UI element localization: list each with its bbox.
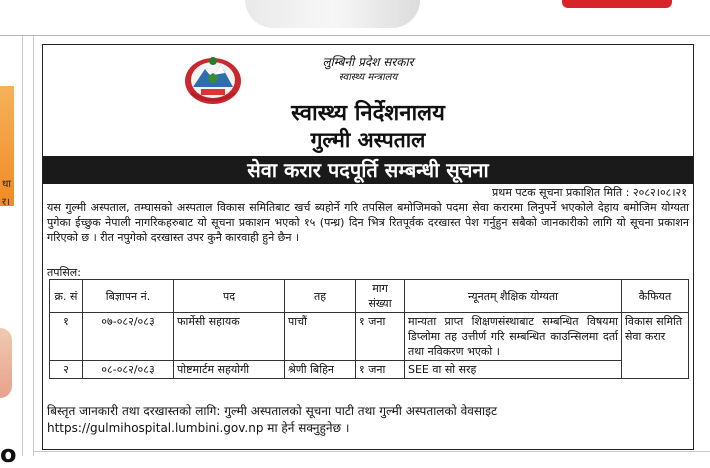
left-text-fragment: र। bbox=[2, 197, 10, 208]
table-header: बिज्ञापन नं. bbox=[83, 280, 174, 313]
hospital-heading: गुल्मी अस्पताल bbox=[310, 128, 426, 152]
table-header: माग संख्या bbox=[356, 280, 405, 313]
bottom-divider bbox=[34, 451, 710, 452]
table-cell: पाचौं bbox=[285, 313, 356, 361]
table-cell: ०७-०८२/०८३ bbox=[83, 313, 174, 361]
top-advert-strip bbox=[0, 0, 710, 33]
details-label: तपसिल: bbox=[47, 266, 81, 279]
table-header-row bbox=[50, 280, 689, 313]
table-header: तह bbox=[285, 280, 356, 313]
directorate-heading: स्वास्थ्य निर्देशनालय bbox=[291, 101, 445, 126]
table-cell: ०८-०८२/०८३ bbox=[83, 361, 174, 379]
notice-title: सेवा करार पदपूर्ति सम्बन्धी सूचना bbox=[43, 156, 693, 184]
table-cell: फार्मेसी सहायक bbox=[174, 313, 285, 361]
ministry-line: स्वास्थ्य मन्त्रालय bbox=[338, 72, 398, 83]
publish-date: प्रथम पटक सूचना प्रकाशित मिति : २०८२।०८।२१ bbox=[492, 186, 687, 199]
table-row bbox=[50, 313, 689, 361]
table-row bbox=[50, 361, 689, 379]
left-cropped-column bbox=[0, 36, 23, 468]
table-header: न्यूनतम् शैक्षिक योग्यता bbox=[405, 280, 622, 313]
table-cell: १ bbox=[50, 313, 83, 361]
table-cell: १ जना bbox=[356, 361, 405, 379]
left-photo bbox=[0, 328, 12, 398]
table-header: पद bbox=[174, 280, 285, 313]
notice-paragraph: यस गुल्मी अस्पताल, तम्घासको अस्पताल विकास समितिबाट खर्च ब्यहोर्ने गरि तपसिल बमोजिमको पदमा सेवा करारमा लिनुपर्ने भएकोले देहाय बमोजिम योग्यता पुगेका ईच्छुक नेपाली नागरिकहरुबाट यो सूचना प्रकाशन भएको १५ (पन्ध्र) दिन भित्र रितपूर्वक दरखास्त पेश गर्नुहुन सबैको जानकारीको लागि यो सूचना प्रकाशन गरिएको छ । रीत नपुगेको दरखास्त उपर कुनै कारवाही हुने छैन । bbox=[47, 201, 689, 244]
left-big-text: o bbox=[0, 440, 17, 468]
notice-panel bbox=[42, 44, 694, 450]
table-cell: मान्यता प्राप्त शिक्षणसंस्थाबाट सम्बन्धित विषयमा डिप्लोमा तह उत्तीर्ण गरि सम्बन्धित काउन्सिलमा दर्ता तथा नविकरण भएको । bbox=[405, 313, 622, 361]
table-cell: पोष्टमार्टम सहयोगी bbox=[174, 361, 285, 379]
left-text-fragment: था bbox=[2, 179, 11, 190]
column-divider bbox=[33, 36, 34, 456]
table-cell: १ जना bbox=[356, 313, 405, 361]
table-header: क्र. सं bbox=[50, 280, 83, 313]
table-header: कैफियत bbox=[622, 280, 689, 313]
advert-badge bbox=[562, 0, 672, 8]
advert-photo bbox=[245, 0, 420, 28]
remark-cell: विकास समिति सेवा करार bbox=[622, 313, 689, 379]
government-line: लुम्बिनी प्रदेश सरकार bbox=[322, 55, 414, 69]
table-cell: श्रेणी बिहिन bbox=[285, 361, 356, 379]
notice-footer: बिस्तृत जानकारी तथा दरखास्तको लागि: गुल्मी अस्पतालको सूचना पाटी तथा गुल्मी अस्पतालको वेवसाइट https://gulmihospital.lumbini.gov.np मा हेर्न सक्नुहुनेछ । bbox=[47, 404, 498, 435]
table-cell: २ bbox=[50, 361, 83, 379]
table-cell: SEE वा सो सरह bbox=[405, 361, 622, 379]
vacancy-table bbox=[49, 279, 689, 379]
top-divider bbox=[0, 35, 710, 36]
